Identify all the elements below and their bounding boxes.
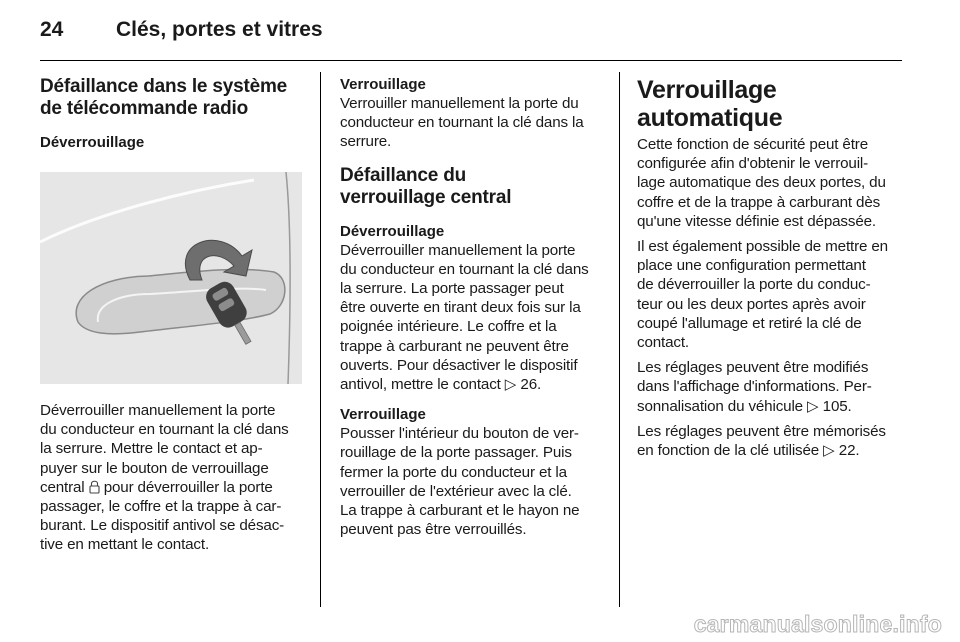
central-lock-lock-paragraph: Pousser l'intérieur du bouton de ver- rouillage de la porte passager. Puis fermer la porte du conducteur et la verrouiller de l'extérieur avec la clé. La trappe à carburant et le hayon ne peuvent pas être verrouillés. [340, 425, 580, 539]
door-handle-figure [40, 172, 302, 384]
section-heading: Défaillance dans le système de télécommande radio [40, 76, 288, 119]
page-title: Clés, portes et vitres [116, 18, 323, 41]
column-divider-1 [320, 72, 321, 607]
subheading-lock: Verrouillage [340, 76, 426, 93]
key-fob-door-handle-illustration [40, 172, 302, 384]
subheading-lock: Verrouillage [340, 406, 426, 424]
column-1 [40, 76, 302, 555]
auto-lock-paragraph-1: Cette fonction de sécurité peut être configurée afin d'obtenir le verrouil- lage automatique des deux portes, du coffre et de la trappe à carburant dès qu'une vitesse définie est dépassée. [637, 136, 886, 230]
page-number: 24 [40, 18, 64, 41]
column-divider-2 [619, 72, 620, 607]
subheading-unlock: Déverrouillage [40, 134, 145, 151]
unlock-instructions-paragraph: Déverrouiller manuellement la porte du conducteur en tournant la clé dans la serrure. Mettre le contact et ap- puyer sur le bouton de verrouillage central pour déverrouiller la porte passager, le coffre et la trappe à car- burant. Le dispositif antivol se désac- tive en mettant le contact. [40, 402, 289, 554]
auto-lock-paragraph-2: Il est également possible de mettre en place une configuration permettant de déverrouiller la porte du conduc- teur ou les deux portes après avoir coupé l'allumage et retiré la clé de contact. [637, 238, 888, 352]
manual-lock-paragraph: Verrouiller manuellement la porte du conducteur en tournant la clé dans la serrure. [340, 95, 584, 151]
auto-lock-paragraph-4: Les réglages peuvent être mémorisés en fonction de la clé utilisée ▷ 22. [637, 422, 886, 460]
reference-arrow-icon: ▷ [807, 397, 819, 415]
auto-lock-paragraph-3: Les réglages peuvent être modifiés dans l'affichage d'informations. Per- sonnalisation du véhicule ▷ 105. [637, 359, 872, 415]
page-reference-link[interactable]: 105. [822, 397, 852, 415]
section-heading-central-lock-failure: Défaillance du verrouillage central [340, 164, 512, 208]
page-reference-link[interactable]: 22. [838, 442, 860, 460]
section-heading-auto-lock: Verrouillage automatique [637, 76, 783, 132]
reference-arrow-icon: ▷ [504, 376, 517, 394]
watermark: carmanualsonline.info [693, 611, 942, 637]
reference-arrow-icon: ▷ [823, 442, 835, 460]
column-2 [340, 76, 604, 539]
subheading-unlock: Déverrouillage [340, 222, 445, 240]
column-3 [637, 76, 903, 460]
central-lock-unlock-paragraph: Déverrouiller manuellement la porte du conducteur en tournant la clé dans la serrure. La porte passager peut être ouverte en tirant deux fois sur la poignée intérieure. Le coffre et la trappe à carburant ne peuvent être ouverts. Pour désactiver le dispositif antivol, mettre le contact ▷ 26. [340, 241, 589, 394]
page-reference-link[interactable]: 26. [520, 376, 542, 394]
header-divider [40, 60, 902, 61]
lock-button-icon [89, 479, 100, 494]
